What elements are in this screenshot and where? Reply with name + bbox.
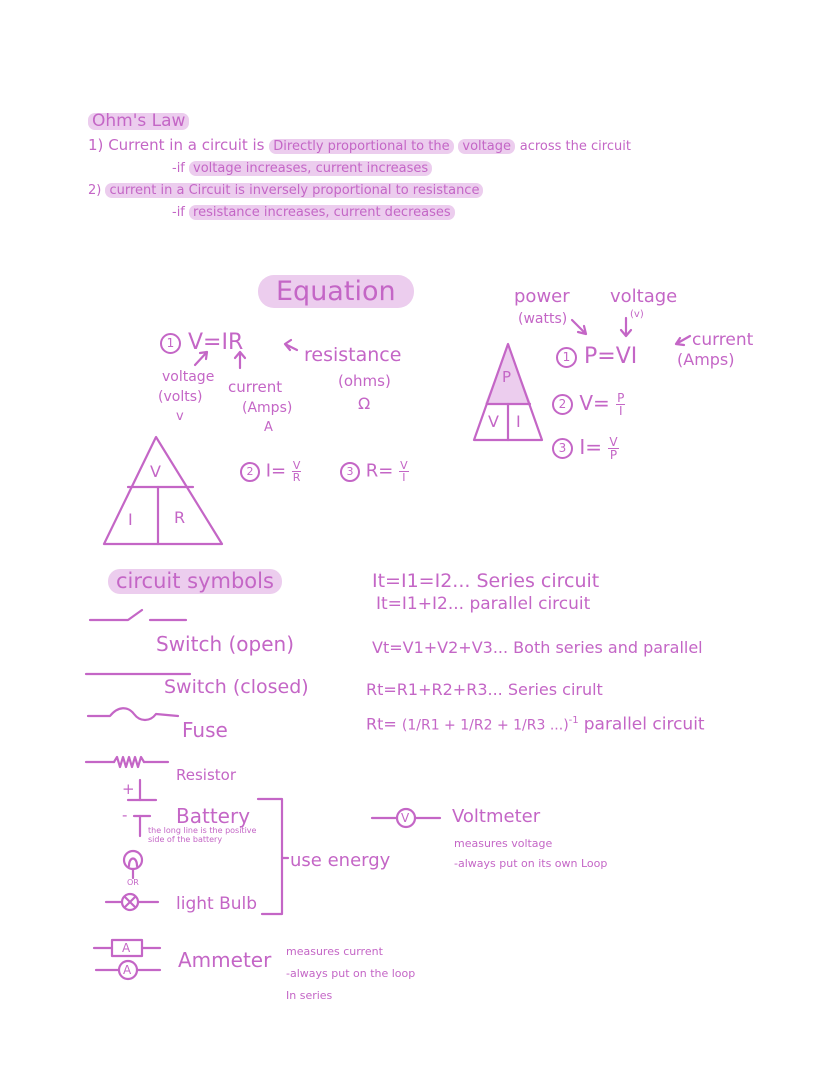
number-circle: 1 <box>160 333 181 354</box>
omega-symbol: Ω <box>358 394 371 413</box>
number-circle: 2 <box>240 462 260 482</box>
resistance-label: resistance <box>304 344 402 366</box>
ammeter-note-1: measures current <box>286 945 383 958</box>
triangle-v: V <box>488 412 499 431</box>
text: across the circuit <box>519 139 631 154</box>
voltage-unit: (v) <box>630 309 644 320</box>
ammeter-label: Ammeter <box>178 948 272 972</box>
triangle-v: V <box>150 462 161 481</box>
denominator: R <box>292 471 301 484</box>
denominator: I <box>619 404 623 418</box>
volts-label: (volts) <box>158 389 203 405</box>
battery-label: Battery <box>176 804 251 828</box>
numerator: V <box>292 459 301 472</box>
number-circle: 1 <box>556 347 577 368</box>
formula-exponent: -1 <box>568 715 579 726</box>
use-energy-bracket <box>258 799 288 914</box>
formula-lhs: Rt= <box>366 714 397 734</box>
light-bulb-symbol <box>124 851 142 878</box>
text: Current in a circuit is <box>108 136 265 154</box>
voltmeter-note-2: -always put on its own Loop <box>454 857 608 870</box>
ammeter-note-2: -always put on the loop <box>286 967 416 980</box>
voltage-label: voltage <box>162 369 215 385</box>
triangle-p: P <box>502 368 512 386</box>
circuit-symbols-title: circuit symbols <box>108 569 282 594</box>
amps-label: (Amps) <box>677 350 735 369</box>
volts-v: v <box>176 409 184 424</box>
triangle-i: I <box>128 510 133 529</box>
use-energy-label: use energy <box>290 850 391 871</box>
formula-lhs: It=I1=I2... <box>372 570 471 592</box>
formula-4 <box>366 682 603 698</box>
resistor-symbol <box>86 757 168 767</box>
voltmeter-letter: V <box>401 811 410 825</box>
equation-lhs: V= <box>579 391 610 415</box>
formula-2 <box>376 596 590 613</box>
formula-rhs: Series cirult <box>507 680 603 699</box>
formula-lhs: Rt=R1+R2+R3... <box>366 680 503 699</box>
or-label: OR <box>127 878 139 887</box>
numerator: V <box>400 459 408 472</box>
switch-closed-label: Switch (closed) <box>164 676 309 698</box>
denominator: P <box>609 448 618 462</box>
equation-title: Equation <box>258 275 414 308</box>
fuse-symbol <box>88 708 178 720</box>
formula-rhs: Series circuit <box>476 570 600 592</box>
formula-rhs: parallel circuit <box>469 594 591 614</box>
highlight: voltage <box>458 139 515 154</box>
battery-plus: + <box>122 780 135 798</box>
denominator: I <box>402 471 406 484</box>
number-circle: 3 <box>552 438 573 459</box>
formula-fraction: (1/R1 + 1/R2 + 1/R3 ...) <box>401 717 569 734</box>
switch-open-symbol <box>90 610 186 620</box>
highlight: current in a Circuit is inversely proportional to resistance <box>105 183 483 198</box>
triangle-i: I <box>516 412 521 431</box>
number-circle: 3 <box>340 462 360 482</box>
highlight: resistance increases, current decreases <box>189 205 455 220</box>
formula-rhs: parallel circuit <box>583 714 705 735</box>
highlight: Directly proportional to the <box>269 139 453 154</box>
switch-open-label: Switch (open) <box>156 632 294 656</box>
amps-symbol: A <box>264 420 273 435</box>
light-bulb-label: light Bulb <box>176 894 258 914</box>
equation-text: P=VI <box>584 344 638 369</box>
formula-rhs: Both series and parallel <box>513 638 703 657</box>
amps-label: (Amps) <box>242 400 293 416</box>
battery-note: the long line is the positive side of the battery <box>148 826 257 845</box>
dash: -if <box>172 205 185 220</box>
equation-lhs: I= <box>579 435 603 459</box>
formula-5 <box>366 716 705 733</box>
numerator: V <box>609 435 618 449</box>
formula-lhs: Vt=V1+V2+V3... <box>372 638 509 657</box>
light-bulb-alt-symbol <box>106 894 158 910</box>
formula-3 <box>372 640 703 656</box>
highlight: voltage increases, current increases <box>189 161 432 176</box>
power-label: power <box>514 286 570 307</box>
battery-minus: - <box>122 806 128 824</box>
ammeter-box-letter: A <box>122 941 131 955</box>
formula-lhs: It=I1+I2... <box>376 594 465 614</box>
numerator: P <box>617 391 625 405</box>
voltage-label: voltage <box>610 286 678 307</box>
fuse-label: Fuse <box>182 718 228 742</box>
equation-text: V=IR <box>188 330 244 355</box>
current-label: current <box>228 378 283 396</box>
number-circle: 2 <box>552 394 573 415</box>
formula-1 <box>372 572 599 591</box>
watts-label: (watts) <box>518 311 568 327</box>
resistor-label: Resistor <box>176 766 236 784</box>
equation-lhs: I= <box>265 460 287 482</box>
line-number: 1) <box>88 136 104 154</box>
ammeter-note-3: In series <box>286 989 333 1002</box>
equation-lhs: R= <box>365 460 394 482</box>
voltmeter-label: Voltmeter <box>452 806 541 827</box>
dash: -if <box>172 161 185 176</box>
ammeter-circle-letter: A <box>123 963 132 977</box>
current-label: current <box>692 330 754 350</box>
triangle-r: R <box>174 508 186 527</box>
voltmeter-note-1: measures voltage <box>454 837 553 850</box>
ohms-label: (ohms) <box>338 372 391 390</box>
ohms-law-title: Ohm's Law <box>88 113 189 130</box>
line-number: 2) <box>88 183 102 198</box>
